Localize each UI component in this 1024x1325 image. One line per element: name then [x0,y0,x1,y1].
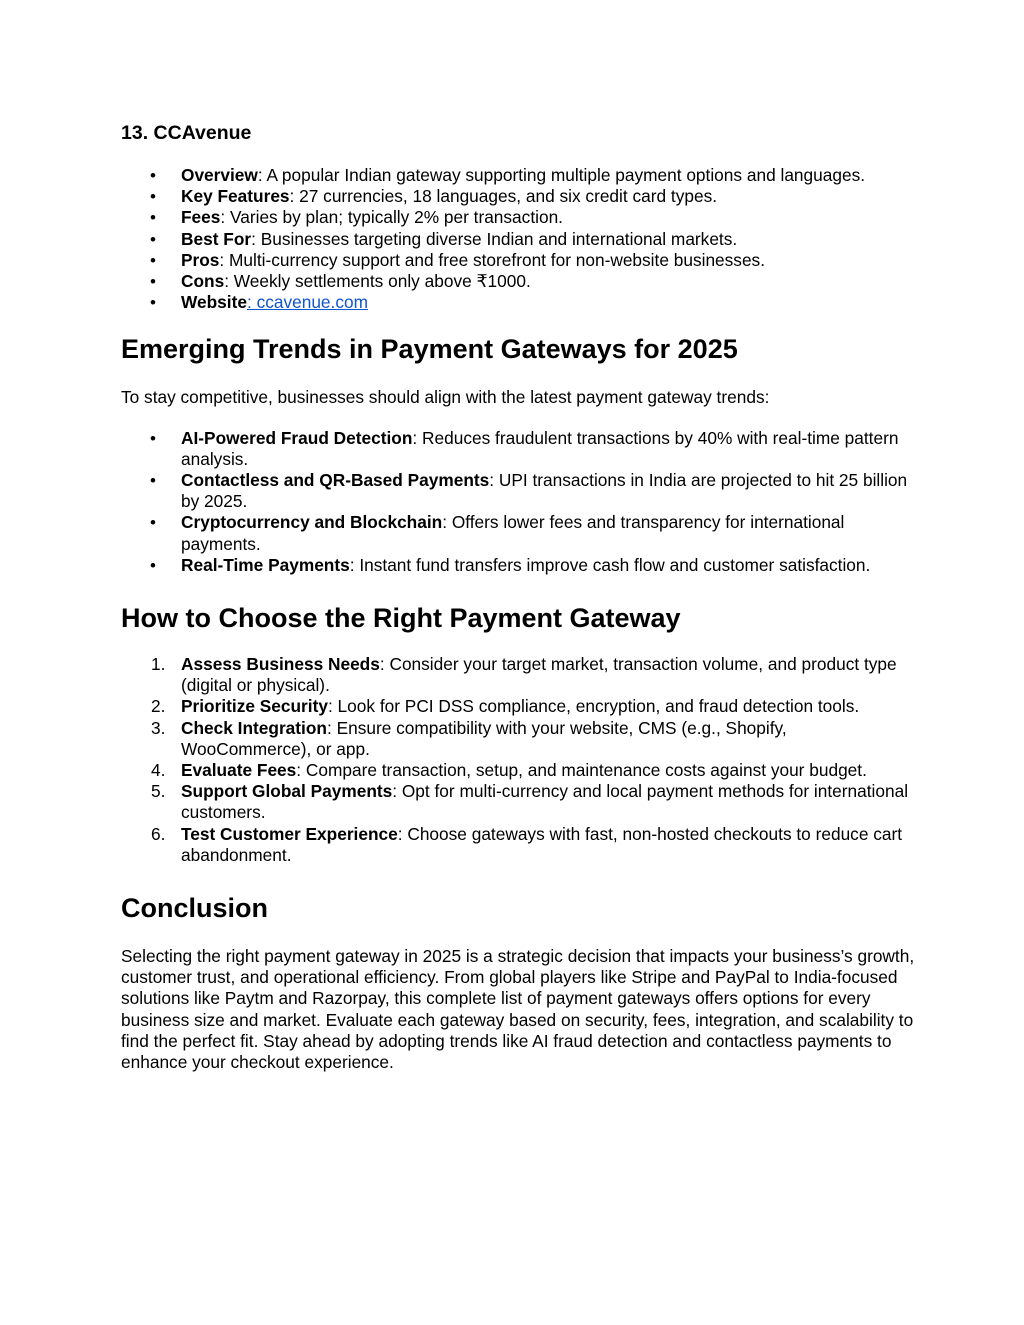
list-item [121,250,921,271]
step-number: 1. [151,654,166,675]
list-item [121,555,921,576]
list-item [121,470,921,512]
item-text: : Choose gateways with fast, non-hosted checkouts to reduce cart abandonment. [181,823,903,865]
item-label: Prioritize Security [181,696,328,717]
list-item [121,292,921,313]
list-item [121,229,921,250]
step-number: 2. [151,696,166,717]
website-link-sep: : [246,292,252,313]
trends-list [121,428,921,576]
item-text: : A popular Indian gateway supporting multiple payment options and languages. [257,165,866,185]
item-label: Support Global Payments [181,781,393,802]
conclusion-heading: Conclusion [121,893,268,924]
item-text: : Reduces fraudulent transactions by 40% with real-time pattern analysis. [181,427,899,469]
item-label: Cons [181,271,225,292]
ccavenue-heading: 13. CCAvenue [121,122,252,144]
item-label: Best For [181,228,252,249]
item-label: Check Integration [181,717,327,738]
list-item [121,428,921,470]
website-link-text: ccavenue.com [251,292,368,313]
item-text: : Instant fund transfers improve cash flow and customer satisfaction. [349,554,871,575]
item-text: : Consider your target market, transaction volume, and product type (digital or physical). [181,654,897,696]
ccavenue-feature-list [121,165,921,313]
website-label: Website [181,292,247,313]
website-link[interactable] [247,292,368,312]
item-label: Fees [181,207,221,228]
item-text: : Opt for multi-currency and local payment methods for international customers. [181,781,909,823]
item-text: : Varies by plan; typically 2% per transaction. [220,207,563,228]
item-label: Real-Time Payments [181,554,350,575]
item-text: : Compare transaction, setup, and maintenance costs against your budget. [296,760,867,781]
choose-heading: How to Choose the Right Payment Gateway [121,603,681,634]
list-item [121,207,921,228]
step-number: 3. [151,717,166,738]
item-text: : Businesses targeting diverse Indian and international markets. [251,228,738,249]
item-text: : 27 currencies, 18 languages, and six credit card types. [289,186,718,207]
list-item [121,165,921,186]
item-label: AI-Powered Fraud Detection [181,427,413,448]
list-item [121,654,921,696]
item-label: Evaluate Fees [181,760,297,781]
list-item [121,718,921,760]
item-text: : Ensure compatibility with your website, CMS (e.g., Shopify, WooCommerce), or app. [181,717,787,759]
step-number: 5. [151,781,166,802]
step-number: 6. [151,823,166,844]
list-item [121,696,921,717]
item-label: Key Features [181,186,290,207]
item-label: Assess Business Needs [181,654,380,675]
list-item [121,271,921,292]
item-text: : Weekly settlements only above ₹1000. [224,271,531,292]
list-item [121,512,921,554]
item-text: : Look for PCI DSS compliance, encryption, and fraud detection tools. [327,696,860,717]
conclusion-paragraph: Selecting the right payment gateway in 2025 is a strategic decision that impacts your business’s growth, customer trust, and operational efficiency. From global players like Stripe and PayPal to India-focused solutions like Paytm and Razorpay, this complete list of payment gateways offers options for every business size and market. Evaluate each gateway based on security, fees, integration, and scalability to find the perfect fit. Stay ahead by adopting trends like AI fraud detection and contactless payments to enhance your checkout experience. [121,946,915,1073]
step-number: 4. [151,760,166,781]
item-text: : Multi-currency support and free storefront for non-website businesses. [219,249,765,270]
trends-heading: Emerging Trends in Payment Gateways for 2025 [121,334,738,365]
list-item [121,760,921,781]
list-item [121,824,921,866]
list-item [121,186,921,207]
item-label: Cryptocurrency and Blockchain [181,512,443,533]
item-text: : Offers lower fees and transparency for international payments. [181,512,845,554]
list-item [121,781,921,823]
item-label: Test Customer Experience [181,823,398,844]
page-content [121,121,921,1073]
item-label: Contactless and QR-Based Payments [181,470,490,491]
steps-list [121,654,921,866]
item-label: Pros [181,249,220,270]
item-label: Overview [181,165,258,185]
item-text: : UPI transactions in India are projected to hit 25 billion by 2025. [181,470,908,512]
trends-intro: To stay competitive, businesses should align with the latest payment gateway trends: [121,387,770,408]
